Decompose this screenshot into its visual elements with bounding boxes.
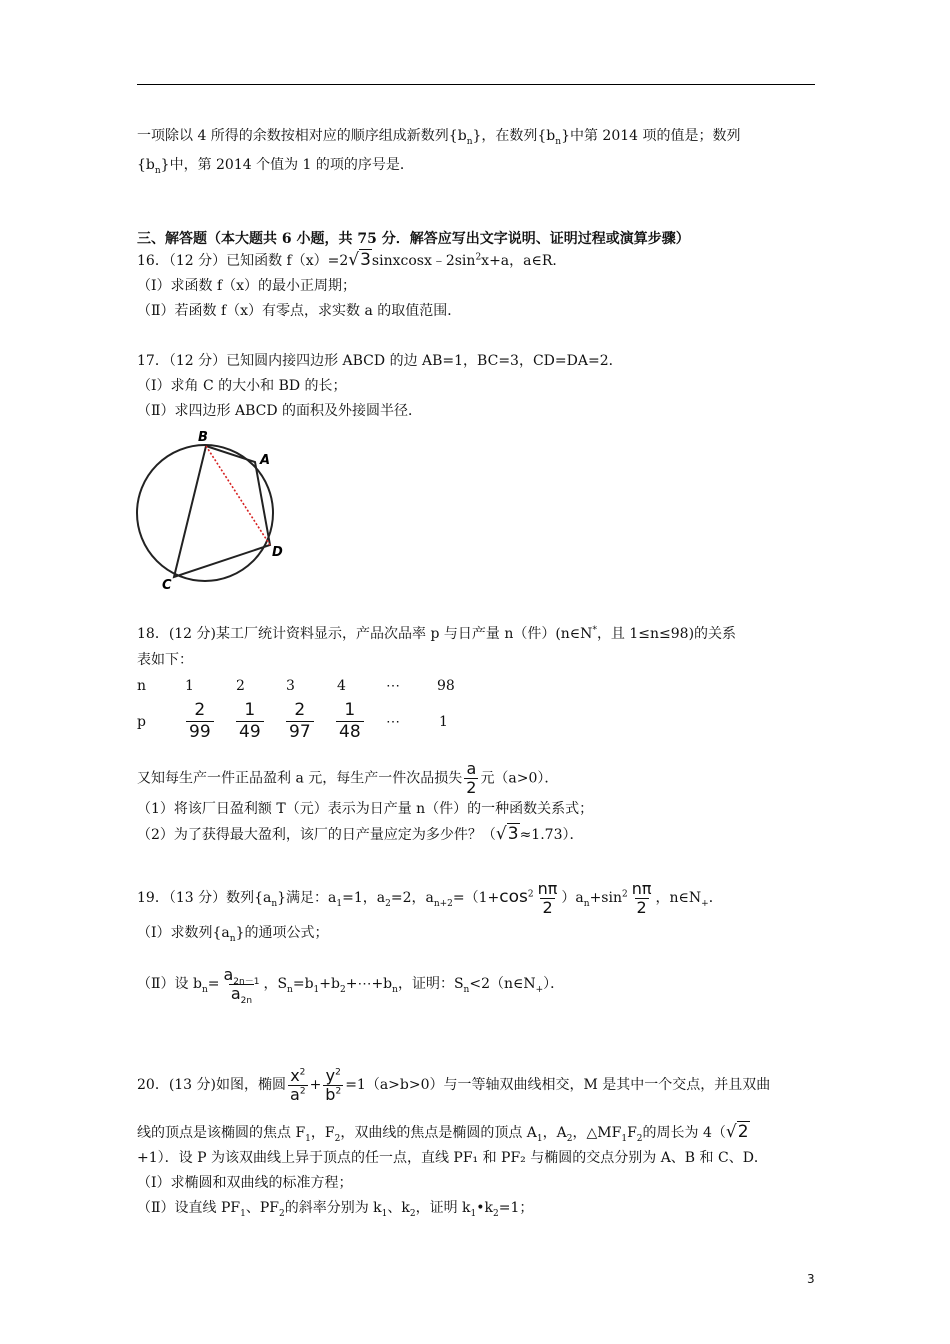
question-16-stem: 16．（12 分）已知函数 $f(x)=2√3sinxcosx﹣2\sin^2x+a$，a∈R． [137,250,567,270]
page-number: 3 [807,1272,815,1286]
fraction: $\frac{y^2}{b^2}$ [325,1065,342,1104]
question-16-part-1: （Ⅰ）求函数 f（x）的最小正周期； [137,278,357,294]
question-20-line-3: +1）．设 P 为该双曲线上异于顶点的任一点，直线 PF₁ 和 PF₂ 与椭圆的交点分别为 A、B 和 C、D． [137,1150,768,1166]
question-20-part-1: （Ⅰ）求椭圆和双曲线的标准方程； [137,1175,353,1191]
question-18-stem: 18．(12 分)某工厂统计资料显示，产品次品率 p 与日产量 n（件）(n∈N*，且 1≤n≤98)的关系 [137,625,737,642]
text-line: 一项除以 4 所得的余数按相对应的顺序组成新数列$\{b_n\}$，在数列$\{b_n\}$中第 2014 项的值是；数列 [137,128,741,147]
table-p-label: p [137,714,146,730]
question-20-stem: 20．(13 分)如图，椭圆 $\frac{x^2}{a^2}$ + $\frac{y^2}{b^2}$ =1（a>b>0）与一等轴双曲线相交，M 是其中一个交点，并且双曲 [137,1065,771,1104]
circumcircle [137,445,273,581]
table-p-fraction: 1 49 [236,700,264,743]
table-p-fraction: 1 48 [336,700,364,743]
table-n-label: n [137,678,147,694]
vertex-label-c: C [162,578,172,593]
question-19-stem: 19．（13 分）数列$\{a_n\}$满足：$a_1=1$，$a_2=2$，$a_{n+2}=(1+\cos^2$ $\frac{n\pi}{2}$ ）$a_n+\sin^2$ $\frac{n\pi}{2}$ ，$n\in N_+$． [137,878,723,917]
vertex-label-d: D [272,545,283,560]
question-19-part-2: （Ⅱ）设 $b_n=$ $\frac{a_{2n-1}}{a_{2n}}$ ，$S_n=b_1+b_2+\cdots+b_n$，证明：$S_n<2(n\in N_+)$． [137,964,565,1006]
vertex-label-b: B [198,430,208,445]
question-18-part-1: （1）将该厂日盈利额 T（元）表示为日产量 n（件）的一种函数关系式； [137,801,594,817]
question-19-part-1: （Ⅰ）求数列$\{a_n\}$的通项公式； [137,925,329,944]
text-line: $\{b_n\}$中，第 2014 个值为 1 的项的序号是． [137,157,414,176]
table-p-fraction: 2 97 [286,700,314,743]
question-17-stem: 17．（12 分）已知圆内接四边形 ABCD 的边 AB=1，BC=3，CD=DA=2． [137,353,623,369]
fraction: $\frac{a_{2n-1}}{a_{2n}}$ [223,964,260,1006]
table-p-dots: ⋯ [386,714,400,730]
fraction: $\frac{x^2}{a^2}$ [290,1065,306,1104]
sqrt-symbol: √3 [495,824,519,844]
table-n-value: 4 [337,678,346,694]
sqrt-symbol: √3 [348,250,371,270]
sqrt-symbol: √2 [725,1122,749,1142]
question-20-line-2: 线的顶点是该椭圆的焦点 $F_1$，$F_2$，双曲线的焦点是椭圆的顶点 $A_1$，$A_2$，$\triangle MF_1F_2$的周长为 4（√2 [137,1122,749,1144]
question-17-part-2: （Ⅱ）求四边形 ABCD 的面积及外接圆半径． [137,403,423,419]
table-p-fraction: 2 99 [186,700,214,743]
table-n-value: 2 [236,678,245,694]
fraction: $\frac{n\pi}{2}$ [631,878,652,917]
question-20-part-2: （Ⅱ）设直线 $PF_1$、$PF_2$的斜率分别为 $k_1$、$k_2$，证明 $k_1•k_2=1$； [137,1200,534,1219]
fraction: $\frac{a}{2}$ [466,759,477,797]
question-18-stem-2: 表如下： [137,652,193,668]
header-rule [137,84,815,85]
question-18-part-2: （2）为了获得最大盈利，该厂的日产量应定为多少件？（√3≈1.73）． [137,824,584,844]
question-18-note: 又知每生产一件正品盈利 a 元，每生产一件次品损失 $\frac{a}{2}$ 元（a>0）． [137,759,559,797]
table-p-value: 1 [439,714,448,730]
vertex-label-a: A [260,453,271,468]
circle-quadrilateral-figure [130,425,290,595]
section-title: 三、解答题（本大题共 6 小题，共 75 分．解答应写出文字说明、证明过程或演算步骤） [137,231,690,247]
table-n-value: ⋯ [386,678,400,694]
table-n-value: 98 [437,678,455,694]
fraction: $\frac{n\pi}{2}$ [537,878,558,917]
table-n-value: 1 [185,678,194,694]
question-16-part-2: （Ⅱ）若函数 f（x）有零点，求实数 a 的取值范围． [137,303,462,319]
table-n-value: 3 [286,678,295,694]
question-17-part-1: （Ⅰ）求角 C 的大小和 BD 的长； [137,378,347,394]
